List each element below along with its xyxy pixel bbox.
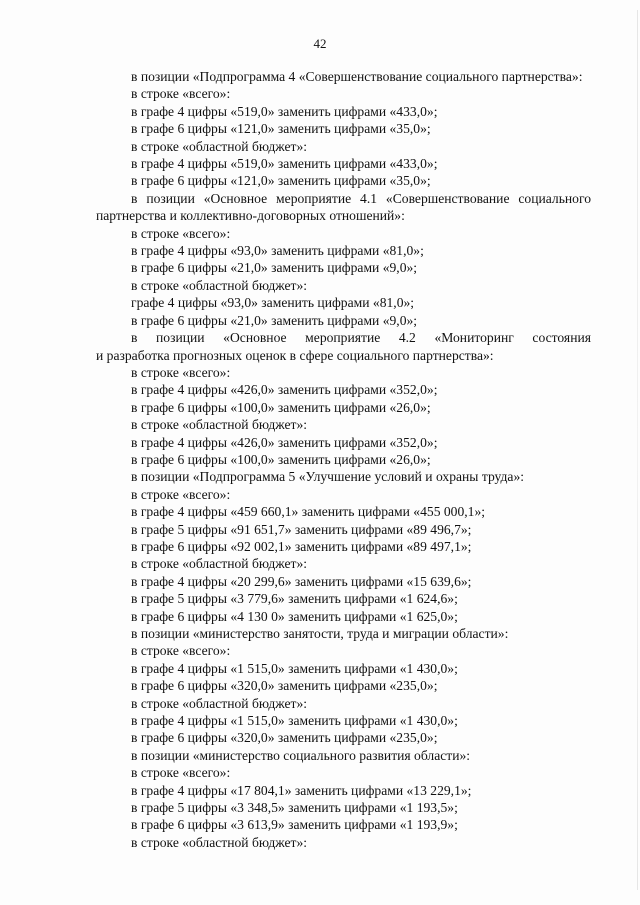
text-line: в графе 6 цифры «21,0» заменить цифрами «9,0»; — [131, 312, 418, 328]
text-line: в графе 6 цифры «121,0» заменить цифрами «35,0»; — [131, 173, 431, 189]
text-line: в графе 5 цифры «3 348,5» заменить цифрами «1 193,5»; — [131, 800, 458, 816]
text-line: в графе 6 цифры «320,0» заменить цифрами «235,0»; — [131, 678, 438, 694]
text-line: в графе 6 цифры «320,0» заменить цифрами «235,0»; — [131, 730, 438, 746]
text-line: в строке «всего»: — [131, 765, 231, 781]
text-line: в графе 4 цифры «20 299,6» заменить цифрами «15 639,6»; — [131, 573, 472, 589]
text-line: в строке «всего»: — [131, 86, 231, 102]
text-line: в позиции «Основное мероприятие 4.2 «Мониторинг состояния — [131, 330, 591, 346]
text-line: в графе 5 цифры «91 651,7» заменить цифрами «89 496,7»; — [131, 521, 472, 537]
text-line: в графе 4 цифры «426,0» заменить цифрами «352,0»; — [131, 434, 438, 450]
text-line: в графе 5 цифры «3 779,6» заменить цифрами «1 624,6»; — [131, 591, 458, 607]
text-line: в строке «всего»: — [131, 486, 231, 502]
text-line: в графе 4 цифры «1 515,0» заменить цифрами «1 430,0»; — [131, 713, 458, 729]
text-line: в строке «всего»: — [131, 225, 231, 241]
text-line: в графе 6 цифры «21,0» заменить цифрами «9,0»; — [131, 260, 418, 276]
text-line: в позиции «министерство социального развития области»: — [131, 747, 471, 763]
text-line: в позиции «министерство занятости, труда и миграции области»: — [131, 626, 509, 641]
text-line: в строке «областной бюджет»: — [131, 556, 308, 572]
text-line: и разработка прогнозных оценок в сфере социального партнерства»: — [96, 347, 494, 363]
text-line: в позиции «Подпрограмма 4 «Совершенствование социального партнерства»: — [131, 69, 583, 84]
text-line: в позиции «Основное мероприятие 4.1 «Совершенствование социального — [131, 190, 591, 206]
text-line: в графе 6 цифры «4 130 0» заменить цифрами «1 625,0»; — [131, 608, 458, 624]
document-body — [96, 68, 591, 851]
text-line: в графе 4 цифры «426,0» заменить цифрами «352,0»; — [131, 382, 438, 398]
text-line: в графе 4 цифры «519,0» заменить цифрами «433,0»; — [131, 156, 438, 172]
text-line: в графе 4 цифры «17 804,1» заменить цифрами «13 229,1»; — [131, 782, 472, 798]
text-line: в графе 4 цифры «519,0» заменить цифрами «433,0»; — [131, 103, 438, 119]
page-number: 42 — [313, 36, 327, 51]
text-line: графе 4 цифры «93,0» заменить цифрами «81,0»; — [131, 295, 415, 311]
text-line: партнерства и коллективно-договорных отношений»: — [96, 208, 405, 224]
text-line: в строке «всего»: — [131, 643, 231, 659]
text-line: в графе 6 цифры «100,0» заменить цифрами «26,0»; — [131, 451, 431, 467]
scan-edge — [637, 10, 638, 890]
text-line: в графе 6 цифры «92 002,1» заменить цифрами «89 497,1»; — [131, 538, 472, 554]
text-line: в графе 6 цифры «121,0» заменить цифрами «35,0»; — [131, 121, 431, 137]
text-line: в графе 6 цифры «3 613,9» заменить цифрами «1 193,9»; — [131, 817, 458, 833]
text-line: в графе 6 цифры «100,0» заменить цифрами «26,0»; — [131, 399, 431, 415]
text-line: в строке «областной бюджет»: — [131, 695, 308, 711]
text-line: в строке «областной бюджет»: — [131, 417, 308, 433]
text-line: в графе 4 цифры «1 515,0» заменить цифрами «1 430,0»; — [131, 660, 458, 676]
text-line: в строке «областной бюджет»: — [131, 834, 308, 850]
text-line: в позиции «Подпрограмма 5 «Улучшение условий и охраны труда»: — [131, 469, 525, 485]
text-line: в строке «областной бюджет»: — [131, 138, 308, 154]
text-line: в графе 4 цифры «93,0» заменить цифрами «81,0»; — [131, 243, 424, 259]
text-line: в строке «областной бюджет»: — [131, 277, 308, 293]
text-line: в строке «всего»: — [131, 364, 231, 380]
text-line: в графе 4 цифры «459 660,1» заменить цифрами «455 000,1»; — [131, 504, 486, 520]
